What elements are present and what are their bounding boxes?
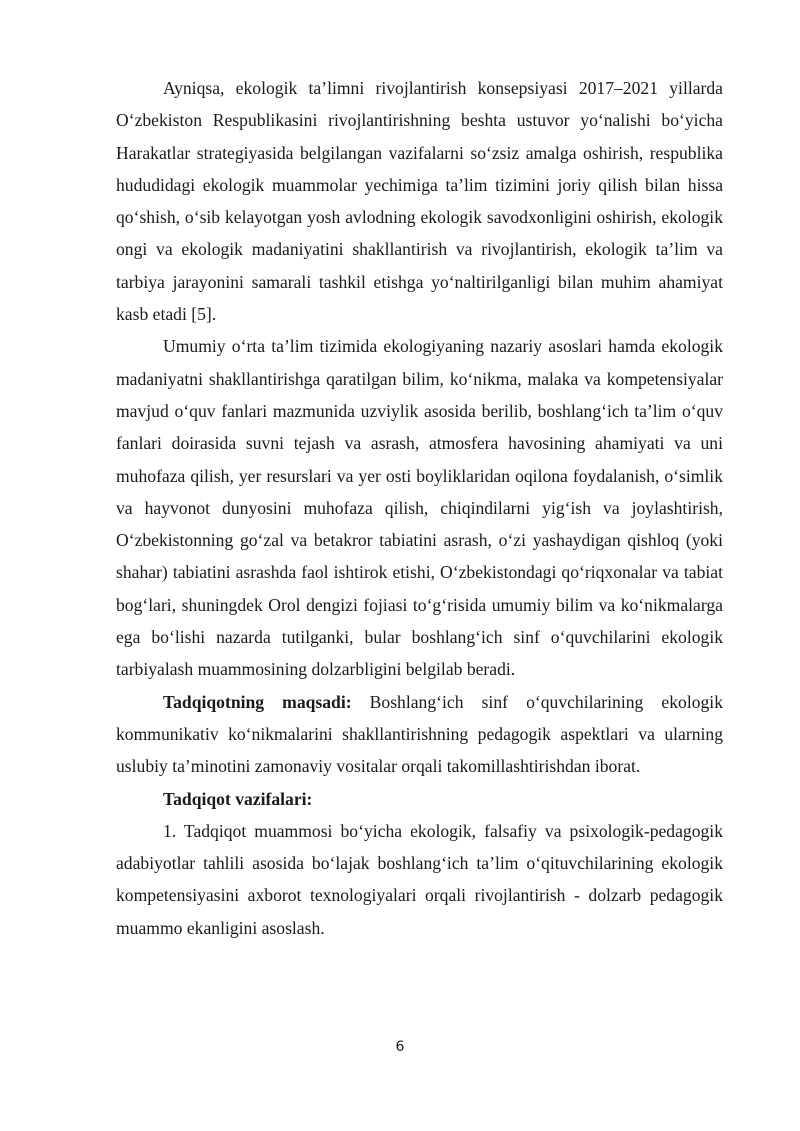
tasks-heading: Tadqiqot vazifalari: — [163, 788, 313, 809]
paragraph-1: Ayniqsa, ekologik ta’limni rivojlantirish konsepsiyasi 2017–2021 yillarda O‘zbekiston Respublikasini rivojlantirishning beshta ustuvor yo‘nalishi bo‘yicha Harakatlar strategiyasida belgilangan vazifalarni so‘zsiz amalga oshirish, respublika hududidagi ekologik muammolar yechimiga ta’lim tizimini joriy qilish bilan hissa qo‘shish, o‘sib kelayotgan yosh avlodning ekologik savodxonligini oshirish, ekologik ongi va ekologik madaniyatini shakllantirish va rivojlantirish, ekologik ta’lim va tarbiya jarayonini samarali tashkil etishga yo‘naltirilganligi bilan muhim ahamiyat kasb etadi [5]. — [116, 78, 723, 325]
paragraph-3-text: Boshlang‘ich sinf o‘quvchilarining ekologik kommunikativ ko‘nikmalarini shakllantirishning pedagogik aspektlari va ularning uslubiy ta’minotini zamonaviy vositalar orqali takomillashtirishdan iborat. — [116, 691, 723, 777]
page-number: 6 — [395, 1039, 405, 1055]
paragraph-3 — [116, 686, 723, 783]
body-text — [116, 72, 723, 944]
paragraph-3-label: Tadqiqotning maqsadi: — [163, 691, 352, 712]
task-item-1: 1. Tadqiqot muammosi bo‘yicha ekologik, falsafiy va psixologik-pedagogik adabiyotlar tahlili asosida bo‘lajak boshlang‘ich ta’lim o‘qituvchilarining ekologik kompetensiyasini axborot texnologiyalari orqali rivojlantirish - dolzarb pedagogik muammo ekanligini asoslash. — [116, 820, 723, 938]
paragraph-2: Umumiy o‘rta ta’lim tizimida ekologiyaning nazariy asoslari hamda ekologik madaniyatni shakllantirishga qaratilgan bilim, ko‘nikma, malaka va kompetensiyalar mavjud o‘quv fanlari mazmunida uzviylik asosida berilib, boshlang‘ich ta’lim o‘quv fanlari doirasida suvni tejash va asrash, atmosfera havosining ahamiyati va uni muhofaza qilish, yer resurslari va yer osti boyliklaridan oqilona foydalanish, o‘simlik va hayvonot dunyosini muhofaza qilish, chiqindilarni yig‘ish va joylashtirish, O‘zbekistonning go‘zal va betakror tabiatini asrash, o‘zi yashaydigan qishloq (yoki shahar) tabiatini asrashda faol ishtirok etishi, O‘zbekistondagi qo‘riqxonalar va tabiat bog‘lari, shuningdek Orol dengizi fojiasi to‘g‘risida umumiy bilim va ko‘nikmalarga ega bo‘lishi nazarda tutilganki, bular boshlang‘ich sinf o‘quvchilarini ekologik tarbiyalash muammosining dolzarbligini belgilab beradi. — [116, 336, 723, 680]
